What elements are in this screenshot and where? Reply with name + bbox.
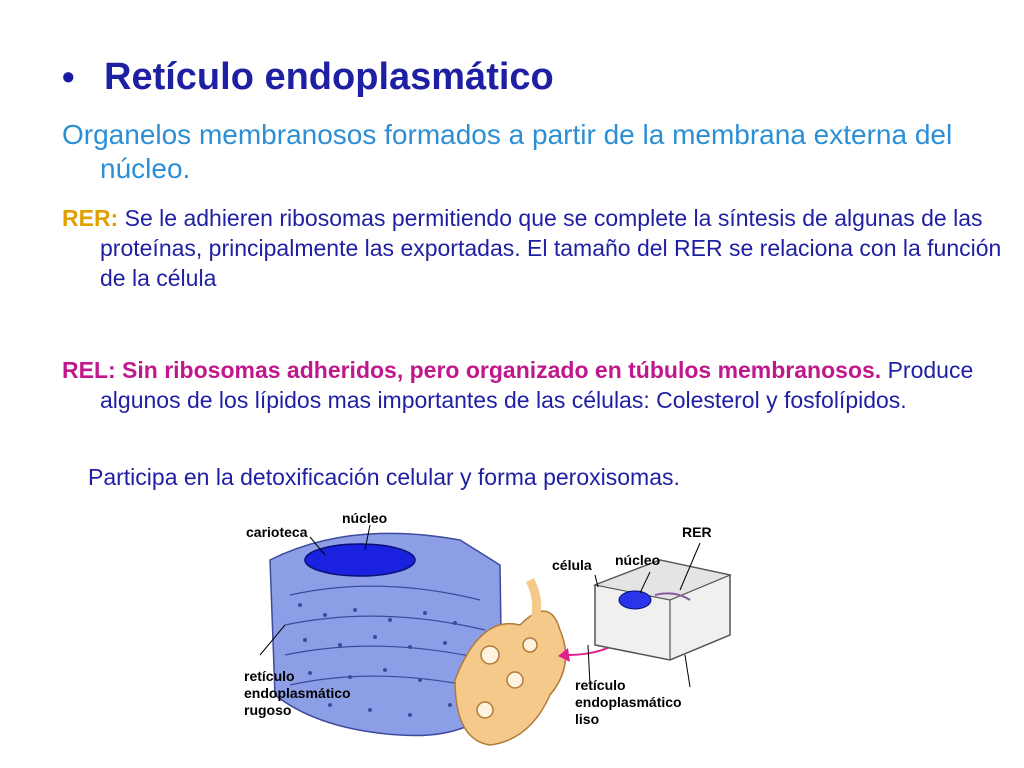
label-rer: RER xyxy=(682,524,712,540)
bullet: • xyxy=(62,56,75,97)
er-diagram xyxy=(230,505,750,760)
rel-label: REL: Sin ribosomas adheridos, pero organizado en túbulos membranosos. xyxy=(62,357,882,383)
nucleus-shape xyxy=(305,544,415,576)
slide-title: Retículo endoplasmático xyxy=(104,56,554,98)
label-nucleo-left: núcleo xyxy=(342,510,388,526)
label-rough-line1: retículo xyxy=(244,668,295,684)
rer-text: Se le adhieren ribosomas permitiendo que se complete la síntesis de algunas de las proteínas, principalmente las exportadas. El tamaño del RER se relaciona con la función de la célula xyxy=(100,205,1002,291)
label-rough-line3: rugoso xyxy=(244,702,292,718)
label-smooth-line2: endoplasmático xyxy=(575,694,682,710)
label-smooth-line1: retículo xyxy=(575,677,626,693)
detox-paragraph: Participa en la detoxificación celular y forma peroxisomas. xyxy=(88,464,680,490)
rel-paragraph xyxy=(62,356,1020,416)
cell-illustration xyxy=(595,560,730,660)
rer-label: RER: xyxy=(62,205,119,231)
rer-paragraph xyxy=(62,204,1020,294)
label-nucleo-right: núcleo xyxy=(615,552,661,568)
slide-title-row xyxy=(62,56,554,99)
label-carioteca: carioteca xyxy=(246,524,308,540)
intro-paragraph: Organelos membranosos formados a partir de la membrana externa del núcleo. xyxy=(62,119,953,184)
rel-text: Produce algunos de los lípidos mas importantes de las células: Colesterol y fosfolípidos. xyxy=(100,357,974,413)
label-celula: célula xyxy=(552,557,592,573)
label-smooth-line3: liso xyxy=(575,711,600,727)
label-rough-line2: endoplasmático xyxy=(244,685,351,701)
